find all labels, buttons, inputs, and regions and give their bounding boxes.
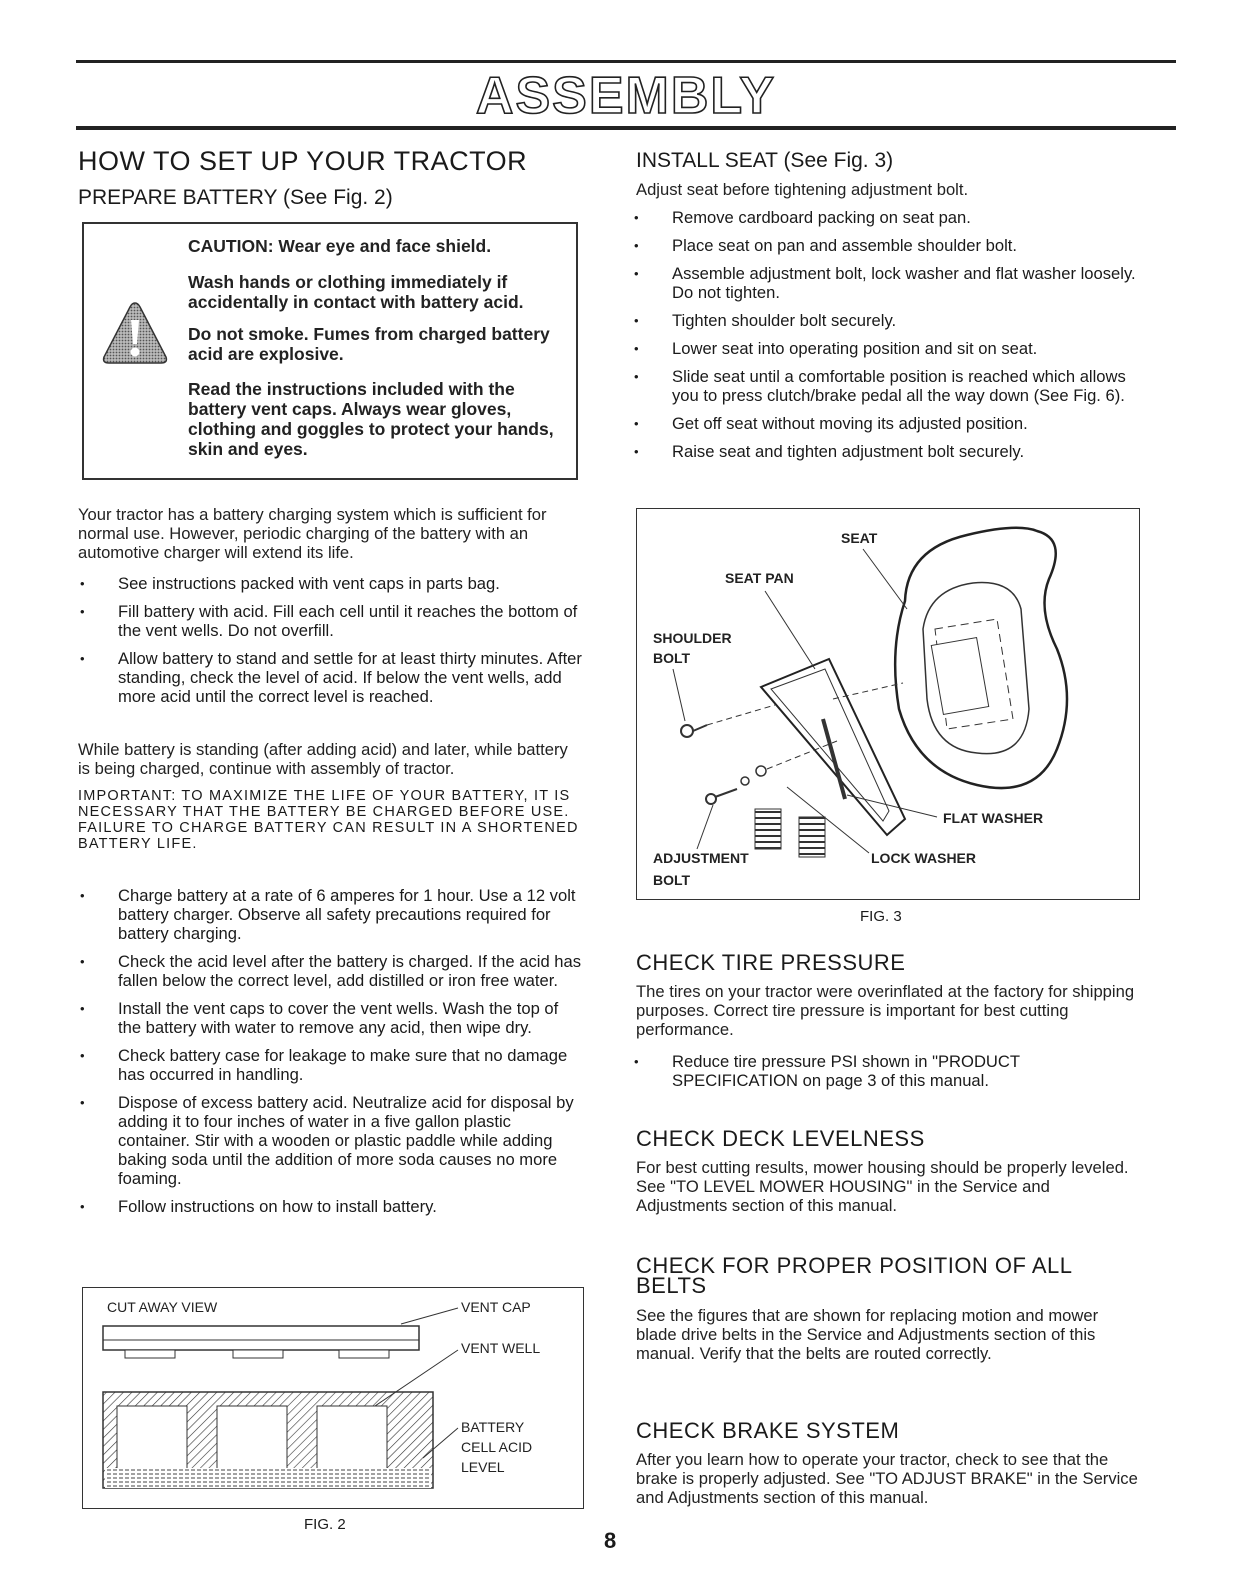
- battery-intro: Your tractor has a battery charging system which is sufficient for normal use. However, periodic charging of the battery with an automotive charger will extend its life.: [78, 505, 547, 562]
- seat-label: SEAT: [841, 530, 878, 546]
- caution-line-4: Read the instructions included with the battery vent caps. Always wear gloves, clothing and goggles to protect your hands, skin and eyes.: [188, 379, 554, 459]
- seat-bullets: [632, 208, 1142, 470]
- battery-bullets-2: [78, 886, 582, 1225]
- figure-2-box: [82, 1287, 584, 1509]
- list-item: • Fill battery with acid. Fill each cell until it reaches the bottom of the vent wells. Do not overfill.: [78, 602, 582, 640]
- list-item: • Lower seat into operating position and sit on seat.: [632, 339, 1142, 358]
- tire-bullets: [632, 1052, 1142, 1099]
- belts-text: See the figures that are shown for replacing motion and mower blade drive belts in the Service and Adjustments section of this manual. Verify that the belts are routed correctly.: [636, 1306, 1099, 1363]
- lock-washer-label: LOCK WASHER: [871, 850, 976, 866]
- list-item: • Dispose of excess battery acid. Neutralize acid for disposal by adding it to four inches of water in a five gallon plastic container. Stir with a wooden or plastic paddle while adding baking soda until the addition of more soda causes no more foaming.: [78, 1093, 582, 1188]
- shoulder-bolt-label: BOLT: [653, 650, 691, 666]
- brake-text: After you learn how to operate your tractor, check to see that the brake is properly adjusted. See "TO ADJUST BRAKE" in the Service and Adjustments section of this manual.: [636, 1450, 1138, 1507]
- flat-washer-label: FLAT WASHER: [943, 810, 1044, 826]
- figure-2-caption: FIG. 2: [304, 1516, 346, 1533]
- battery-label-1: BATTERY: [461, 1419, 525, 1435]
- seat-assembly-diagram: [637, 509, 1139, 899]
- vent-well-label: VENT WELL: [461, 1340, 541, 1356]
- battery-label-3: LEVEL: [461, 1459, 505, 1475]
- important-notice: IMPORTANT: TO MAXIMIZE THE LIFE OF YOUR BATTERY, IT IS NECESSARY THAT THE BATTERY BE CHARGED BEFORE USE. FAILURE TO CHARGE BATTERY CAN RESULT IN A SHORTENED BATTERY LIFE.: [78, 788, 579, 852]
- page-number: 8: [604, 1528, 617, 1553]
- list-item: • Raise seat and tighten adjustment bolt securely.: [632, 442, 1142, 461]
- caution-line-3: Do not smoke. Fumes from charged battery acid are explosive.: [188, 324, 550, 364]
- title-rule: [76, 126, 1176, 130]
- cut-away-label: CUT AWAY VIEW: [107, 1299, 218, 1315]
- caution-line-1: CAUTION: Wear eye and face shield.: [188, 236, 492, 256]
- adjustment-bolt-label: BOLT: [653, 872, 691, 888]
- vent-cap-label: VENT CAP: [461, 1299, 531, 1315]
- page-title: ASSEMBLY: [475, 67, 777, 125]
- deck-heading: CHECK DECK LEVELNESS: [636, 1126, 925, 1151]
- seat-heading: INSTALL SEAT (See Fig. 3): [636, 149, 894, 172]
- list-item: • Tighten shoulder bolt securely.: [632, 311, 1142, 330]
- belts-heading: CHECK FOR PROPER POSITION OF ALL BELTS: [636, 1253, 1072, 1298]
- list-item: • Remove cardboard packing on seat pan.: [632, 208, 1142, 227]
- battery-bullets-1: [78, 574, 582, 715]
- list-item: • Check battery case for leakage to make sure that no damage has occurred in handling.: [78, 1046, 582, 1084]
- list-item: • See instructions packed with vent caps in parts bag.: [78, 574, 582, 593]
- list-item: • Get off seat without moving its adjusted position.: [632, 414, 1142, 433]
- caution-box: [82, 222, 578, 480]
- list-item: • Charge battery at a rate of 6 amperes for 1 hour. Use a 12 volt battery charger. Observe all safety precautions required for battery charging.: [78, 886, 582, 943]
- deck-text: For best cutting results, mower housing should be properly leveled. See "TO LEVEL MOWER HOUSING" in the Service and Adjustments section of this manual.: [636, 1158, 1129, 1215]
- seat-intro: Adjust seat before tightening adjustment bolt.: [636, 180, 969, 199]
- list-item: • Install the vent caps to cover the vent wells. Wash the top of the battery with water to remove any acid, then wipe dry.: [78, 999, 582, 1037]
- battery-heading: PREPARE BATTERY (See Fig. 2): [78, 186, 393, 209]
- battery-cutaway-diagram: [83, 1288, 583, 1508]
- adjustment-label: ADJUSTMENT: [653, 850, 749, 866]
- warning-triangle-icon: [100, 300, 170, 366]
- figure-3-box: [636, 508, 1140, 900]
- figure-3-caption: FIG. 3: [860, 908, 902, 925]
- brake-heading: CHECK BRAKE SYSTEM: [636, 1418, 900, 1443]
- main-heading: HOW TO SET UP YOUR TRACTOR: [78, 146, 528, 176]
- seat-pan-label: SEAT PAN: [725, 570, 794, 586]
- while-text: While battery is standing (after adding acid) and later, while battery is being charged, continue with assembly of tractor.: [78, 740, 568, 778]
- list-item: • Assemble adjustment bolt, lock washer and flat washer loosely. Do not tighten.: [632, 264, 1142, 302]
- list-item: • Place seat on pan and assemble shoulder bolt.: [632, 236, 1142, 255]
- list-item: • Follow instructions on how to install battery.: [78, 1197, 582, 1216]
- list-item: • Allow battery to stand and settle for at least thirty minutes. After standing, check the level of acid. If below the vent wells, add more acid until the correct level is reached.: [78, 649, 582, 706]
- shoulder-label: SHOULDER: [653, 630, 732, 646]
- caution-line-2: Wash hands or clothing immediately if accidentally in contact with battery acid.: [188, 272, 524, 312]
- list-item: • Reduce tire pressure PSI shown in "PRODUCT SPECIFICATION on page 3 of this manual.: [632, 1052, 1142, 1090]
- tire-heading: CHECK TIRE PRESSURE: [636, 950, 906, 975]
- battery-label-2: CELL ACID: [461, 1439, 533, 1455]
- list-item: • Slide seat until a comfortable position is reached which allows you to press clutch/brake pedal all the way down (See Fig. 6).: [632, 367, 1142, 405]
- tire-text: The tires on your tractor were overinflated at the factory for shipping purposes. Correct tire pressure is important for best cutting performance.: [636, 982, 1135, 1039]
- top-rule: [76, 60, 1176, 63]
- list-item: • Check the acid level after the battery is charged. If the acid has fallen below the correct level, add distilled or iron free water.: [78, 952, 582, 990]
